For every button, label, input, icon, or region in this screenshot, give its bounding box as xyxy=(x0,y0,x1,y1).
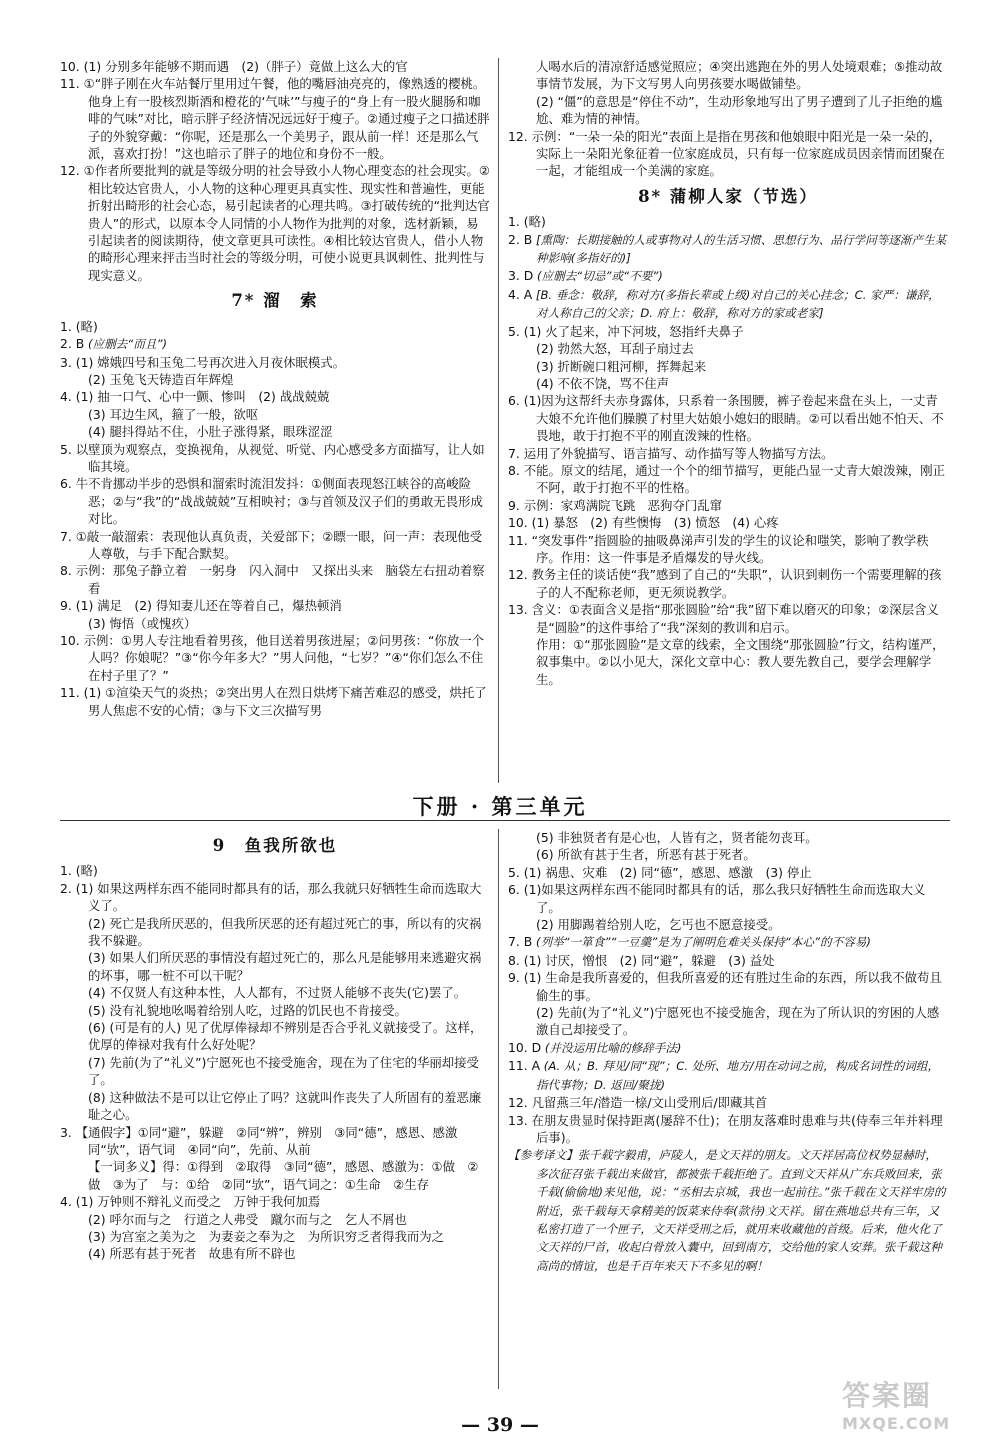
answer-text: (6) 所欲有甚于生者，所恶有甚于死者。 xyxy=(536,847,756,863)
answer-item xyxy=(508,267,948,285)
answer-note: (应删去“而且”) xyxy=(84,337,167,352)
answer-text: 8. 示例：那兔子静立着 一躬身 闪入洞中 又探出头来 脑袋左右扭动着察看 xyxy=(60,563,485,596)
answer-item xyxy=(508,514,948,531)
answer-note: (应删去“切忌”或“不要”) xyxy=(533,269,663,284)
answer-text: 7. 运用了外貌描写、语言描写、动作描写等人物描写方法。 xyxy=(508,445,834,461)
answer-text: 1. (略) xyxy=(60,318,98,334)
answer-item xyxy=(60,949,490,984)
answer-text: 9. (1) 满足 (2) 得知妻儿还在等着自己，爆热顿消 xyxy=(60,598,342,614)
answer-text: 9. 示例：家鸡满院飞跳 恶狗夺门乱窜 xyxy=(508,497,723,513)
answer-item xyxy=(508,532,948,567)
answer-item xyxy=(508,952,948,969)
answer-text: (4) 所恶有甚于死者 故患有所不辟也 xyxy=(88,1246,296,1262)
answer-item xyxy=(60,354,490,371)
answer-text: 10. (1) 分别多年能够不期而遇 (2)（胖子）竟做上这么大的官 xyxy=(60,59,408,74)
answer-text: 10. D xyxy=(508,1039,542,1055)
answer-item xyxy=(508,340,948,357)
column-bottom-left xyxy=(60,829,490,1263)
answer-text: 11. (1) ①渲染天气的炎热；②突出男人在烈日烘烤下痛苦难忍的感受，烘托了男人焦虑不安的心情；③与下文三次描写男 xyxy=(60,685,487,718)
answer-item xyxy=(60,862,490,879)
answer-item xyxy=(60,615,490,632)
answer-item xyxy=(508,933,948,951)
answer-item xyxy=(508,864,948,881)
answer-text: 12. 凡留燕三年/潜造一榇/文山受刑后/即藏其首 xyxy=(508,1095,768,1111)
answer-text: (5) 没有礼貌地吆喝着给别人吃，过路的饥民也不肯接受。 xyxy=(88,1002,407,1018)
answer-note: (A. 从；B. 拜见/同“现”；C. 处所、地方/用在动词之前，构成名词性的词组，指代事物；D. 返回/聚拢) xyxy=(536,1059,940,1092)
answer-text: 11. ①“胖子刚在火车站餐厅里用过午餐，他的嘴唇油亮亮的，像熟透的樱桃。他身上有一股核烈斯酒和橙花的‘气味’”与瘦子的“身上有一股火腿肠和咖啡的气味”对比，暗示胖子经济情况远远好于瘦子。②通过瘦子之口描述胖子的外貌穿戴：“你呢，还是那么一个美男子，跟从前一样！还是那么气派，喜欢打扮！”这也暗示了胖子的地位和身份不一般。 xyxy=(60,76,490,162)
watermark xyxy=(842,1378,992,1438)
answer-item xyxy=(60,406,490,423)
answer-item xyxy=(508,1094,948,1111)
answer-note: [熏陶：长期接触的人或事物对人的生活习惯、思想行为、品行学问等逐渐产生某种影响(多指好的)] xyxy=(532,232,947,266)
answer-text: 4. (1) 万钟则不辩礼义而受之 万钟于我何加焉 xyxy=(60,1194,321,1210)
answer-text: 12. ①作者所要批判的就是等级分明的社会导致小人物心理变态的社会现实。②相比较达官贵人，小人物的这种心理更具真实性、现实性和普遍性，更能折射出畸形的社会心态，易引起读者的心理共鸣。③打破传统的“批判达官贵人”的形式，以原本令人同情的小人物作为批判的对象，选材新颖，易引起读者的阅读期待，使文章更具可读性。④相比较达官贵人，借小人物的畸形心理来抨击当时社会的等级分明，可使小说更具讽刺性、批判性与现实意义。 xyxy=(60,163,490,283)
answer-text: (3) 如果人们所厌恶的事情没有超过死亡的，那么凡是能够用来逃避灾祸的坏事，哪一桩不可以干呢？ xyxy=(88,950,482,983)
answer-item xyxy=(60,562,490,597)
answer-text: 5. (1) 火了起来，冲下河坡，怒指纤夫鼻子 xyxy=(508,323,744,339)
answer-text: 7. ①敲一敲溜索：表现他认真负责，关爱部下；②瞟一眼，问一声：表现他受人尊敬，与手下配合默契。 xyxy=(60,528,483,561)
answer-item xyxy=(60,388,490,405)
answer-text: 13. 在朋友贵显时保持距离(屡辞不仕)；在朋友落难时患难与共(侍奉三年并料理后事)。 xyxy=(508,1112,943,1145)
answer-item xyxy=(60,528,490,563)
answer-text: (3) 折断碗口粗河柳，挥舞起来 xyxy=(536,358,707,374)
answer-text: 10. 示例：①男人专注地看着男孩，他目送着男孩进屋；②问男孩：“你放一个人吗？你娘呢？”③“你今年多大？”男人问他，“七岁？”④“你们怎么不住在村子里了？” xyxy=(60,633,484,683)
answer-item xyxy=(508,392,948,444)
answer-item xyxy=(508,231,948,268)
answer-item xyxy=(508,969,948,1004)
column-top-right xyxy=(508,58,948,688)
section-title: 8* 蒲柳人家（节选） xyxy=(638,186,818,206)
answer-note: (列举“一箪食”“一豆羹”是为了阐明危难关头保持“本心”的不容易) xyxy=(532,935,871,950)
answer-item xyxy=(60,1193,490,1210)
answer-item xyxy=(60,880,490,915)
answer-text: 作用：①“那张圆脸”是文章的线索，全文围绕“那张圆脸”行文，结构谨严，叙事集中。②以小见大，深化文章中心：教人要先教自己，要学会理解学生。 xyxy=(536,637,945,687)
answer-item xyxy=(508,375,948,392)
answer-note: (并没运用比喻的修辞手法) xyxy=(541,1040,682,1055)
answer-text: (2) 呼尔而与之 行道之人弗受 蹴尔而与之 乞人不屑也 xyxy=(88,1211,407,1227)
answer-item xyxy=(508,358,948,375)
column-divider-bottom xyxy=(498,829,499,1389)
answer-text: 12. 教务主任的谈话使“我”感到了自己的“失职”，认识到刺伤一个需要理解的孩子的人不配称老师，更无须说教学。 xyxy=(508,567,942,600)
section-title: 7* 溜 索 xyxy=(231,291,319,311)
answer-text: (7) 先前(为了“礼义”)宁愿死也不接受施舍，现在为了住宅的华丽却接受了。 xyxy=(88,1054,479,1088)
answer-item xyxy=(508,1004,948,1039)
answer-text: 3. (1) 嫦娥四号和玉兔二号再次进入月夜休眠模式。 xyxy=(60,354,346,370)
answer-text: 12. 示例：“一朵一朵的阳光”表面上是指在男孩和他娘眼中阳光是一朵一朵的，实际上一朵阳光象征着一位家庭成员，只有每一位家庭成员因亲情而团聚在一起，才能组成一个美满的家庭。 xyxy=(508,128,945,179)
answer-text: (2) “僵”的意思是“停住不动”，生动形象地写出了男子遭到了儿子拒绝的尴尬、难为情的神情。 xyxy=(536,93,943,127)
answer-item xyxy=(508,462,948,497)
answer-item xyxy=(508,58,948,93)
column-divider-top xyxy=(498,58,499,783)
answer-text: 4. (1) 抽一口气、心中一颤、惨叫 (2) 战战兢兢 xyxy=(60,389,330,405)
answer-text: 9. (1) 生命是我所喜爱的，但我所喜爱的还有胜过生命的东西，所以我不做苟且偷生的事。 xyxy=(508,970,942,1003)
answer-text: (4) 不仅贤人有这种本性，人人都有，不过贤人能够不丧失(它)罢了。 xyxy=(88,985,467,1001)
answer-text: 13. 含义：①表面含义是指“那张圆脸”给“我”留下难以磨灭的印象；②深层含义是“圆脸”的这件事给了“我”深刻的教训和启示。 xyxy=(508,602,939,635)
answer-text: 6. 牛不肯挪动半步的恐惧和溜索时流泪发抖：①侧面表现怒江峡谷的高峻险恶；②与“我”的“战战兢兢”互相映衬；③与首领及汉子们的勇敢无畏形成对比。 xyxy=(60,476,483,527)
answer-item xyxy=(60,475,490,527)
answer-item xyxy=(60,423,490,440)
answer-item xyxy=(508,497,948,514)
answer-item xyxy=(60,1228,490,1245)
answer-item xyxy=(508,1146,948,1275)
answer-item xyxy=(60,58,490,75)
unit-title: 下册 · 第三单元 xyxy=(412,794,588,819)
answer-item xyxy=(60,915,490,950)
answer-text: 10. (1) 暴怒 (2) 有些懊悔 (3) 愤怒 (4) 心疼 xyxy=(508,515,779,531)
answer-text: (3) 耳边生风，箍了一般，欲呕 xyxy=(88,406,259,422)
answer-item xyxy=(60,75,490,162)
answer-text: (5) 非独贤者有是心也，人皆有之，贤者能勿丧耳。 xyxy=(536,830,818,845)
answer-text: 11. “突发事件”指圆脸的抽吸鼻涕声引发的学生的议论和嗤笑，影响了教学秩序。作用：这一件事是矛盾爆发的导火线。 xyxy=(508,532,929,565)
answer-item xyxy=(60,318,490,335)
answer-item xyxy=(60,597,490,614)
answer-item xyxy=(60,684,490,719)
answer-item xyxy=(508,829,948,846)
answer-text: 3. 【通假字】①同“避”，躲避 ②同“辨”，辨别 ③同“德”，感恩、感激 同“欤”，语气词 ④同“向”，先前、从前 xyxy=(60,1124,470,1157)
watermark-url: MXQE.COM xyxy=(842,1414,951,1433)
answer-item xyxy=(60,1089,490,1124)
answer-item xyxy=(508,128,948,180)
answer-item xyxy=(60,335,490,353)
answer-item xyxy=(60,1245,490,1262)
answer-item xyxy=(60,1054,490,1089)
answer-text: 8. (1) 讨厌，憎恨 (2) 同“避”，躲避 (3) 益处 xyxy=(508,952,775,968)
answer-item xyxy=(60,632,490,684)
answer-text: (8) 这种做法不是可以让它停止了吗？这就叫作丧失了人所固有的羞恶廉耻之心。 xyxy=(88,1089,482,1123)
answer-text: 【参考译文】张千载字毅甫，庐陵人，是文天祥的朋友。文天祥居高位权势显赫时，多次征召张千载出来做官，都被张千载拒绝了。直到文天祥从广东兵败回来，张千载(偷偷地)来见他，说：“丞相去京城，我也一起前往。”张千载在文天祥牢房的附近，张千载每天拿精美的饭菜来侍奉(款待)文天祥。留在燕地总共有三年，又私密打造了一个匣子，文天祥受刑之后，就用来收藏他的首级。后来，他火化了文天祥的尸首，收起白骨放入囊中，回到南方，交给他的家人安葬。张千载这种高尚的情谊，也是千百年来天下不多见的啊！ xyxy=(508,1148,946,1273)
answer-text: 2. B xyxy=(60,336,85,352)
answer-text: (4) 不依不饶，骂不住声 xyxy=(536,375,670,391)
page-number: — 39 — xyxy=(461,1414,539,1436)
answer-text: 5. 以壁顶为观察点，变换视角，从视觉、听觉、内心感受多方面描写，让人如临其境。 xyxy=(60,441,485,474)
answer-text: 8. 不能。原文的结尾，通过一个个的细节描写，更能凸显一丈青大娘泼辣，刚正不阿，敢于打抱不平的性格。 xyxy=(508,462,946,496)
answer-text: (2) 先前(为了“礼义”)宁愿死也不接受施舍，现在为了所认识的穷困的人感激自己却接受了。 xyxy=(536,1005,940,1038)
answer-item xyxy=(508,916,948,933)
answer-item xyxy=(60,162,490,284)
answer-text: 2. (1) 如果这两样东西不能同时都具有的话，那么我就只好牺牲生命而选取大义了。 xyxy=(60,880,482,914)
answer-item xyxy=(60,371,490,388)
answer-text: 人喝水后的清凉舒适感觉照应；④突出逃跑在外的男人处境艰难；⑤推动故事情节发展，为下文写男人向男孩要水喝做铺垫。 xyxy=(536,59,943,92)
unit-rule xyxy=(60,820,950,821)
answer-text: 【一词多义】得：①得到 ②取得 ③同“德”，感恩、感激为：①做 ②做 ③为了 与：①给 ②同“欤”，语气词之：①生命 ②生存 xyxy=(88,1159,479,1192)
answer-item xyxy=(508,213,948,230)
answer-item xyxy=(508,1112,948,1147)
answer-text: 4. A xyxy=(508,286,533,302)
answer-text: 5. (1) 祸患、灾难 (2) 同“德”，感恩、感激 (3) 停止 xyxy=(508,864,812,880)
answer-item xyxy=(508,286,948,323)
answer-item xyxy=(60,1124,490,1159)
answer-text: (3) 为宫室之美为之 为妻妾之奉为之 为所识穷乏者得我而为之 xyxy=(88,1228,445,1244)
answer-text: 6. (1)因为这帮纤夫赤身露体，只系着一条围腰，裤子卷起来盘在头上，一丈青大娘不允许他们臊膜了村里大姑娘小媳妇的眼睛。②可以看出她不怕天、不畏地，敢于打抱不平的刚直泼辣的性格。 xyxy=(508,393,944,444)
answer-item xyxy=(60,984,490,1001)
section-title: 9 鱼我所欲也 xyxy=(212,836,338,855)
answer-note: [B. 垂念：敬辞，称对方(多指长辈或上级)对自己的关心挂念；C. 家严：谦辞，对人称自己的父亲；D. 府上：敬辞，称对方的家或老家] xyxy=(532,287,940,321)
answer-item xyxy=(508,1039,948,1057)
answer-text: 7. B xyxy=(508,934,533,950)
answer-item xyxy=(508,1057,948,1094)
answer-item xyxy=(508,323,948,340)
answer-text: 1. (略) xyxy=(60,863,98,879)
answer-item xyxy=(508,601,948,636)
column-bottom-right xyxy=(508,829,948,1275)
answer-text: 1. (略) xyxy=(508,214,546,230)
answer-item xyxy=(508,566,948,601)
answer-item xyxy=(508,636,948,688)
answer-text: (3) 悔悟（或愧疚） xyxy=(88,615,197,631)
answer-item xyxy=(60,1002,490,1019)
answer-item xyxy=(60,441,490,476)
answer-text: (2) 玉兔飞天铸造百年辉煌 xyxy=(88,371,234,387)
column-top-left xyxy=(60,58,490,719)
answer-text: (4) 腿抖得站不住，小肚子涨得紧，眼珠涩涩 xyxy=(88,424,333,440)
answer-text: 11. A xyxy=(508,1058,541,1074)
answer-text: (2) 勃然大怒，耳刮子扇过去 xyxy=(536,341,694,357)
answer-item xyxy=(60,1158,490,1193)
answer-text: (2) 死亡是我所厌恶的，但我所厌恶的还有超过死亡的事，所以有的灾祸我不躲避。 xyxy=(88,915,482,949)
answer-item xyxy=(508,846,948,863)
answer-item xyxy=(508,93,948,128)
answer-text: 3. D xyxy=(508,268,534,284)
answer-item xyxy=(508,881,948,916)
answer-item xyxy=(60,1019,490,1054)
answer-item xyxy=(508,445,948,462)
answer-text: 2. B xyxy=(508,231,533,247)
watermark-logo: 答案圈 xyxy=(842,1379,933,1412)
answer-text: 6. (1)如果这两样东西不能同时都具有的话，那么我只好牺牲生命而选取大义了。 xyxy=(508,882,926,915)
answer-item xyxy=(60,1211,490,1228)
answer-text: (2) 用脚踢着给别人吃，乞丐也不愿意接受。 xyxy=(536,917,781,933)
answer-text: (6) (可是有的人) 见了优厚俸禄却不辨别是否合乎礼义就接受了。这样，优厚的俸禄对我有什么好处呢？ xyxy=(88,1020,483,1053)
